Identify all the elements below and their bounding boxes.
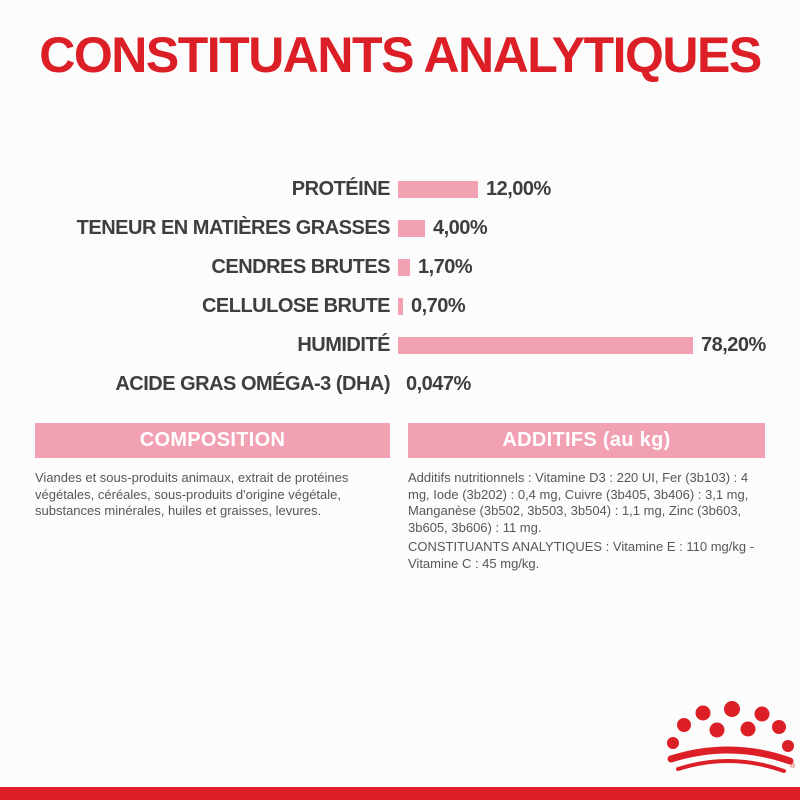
chart-row-label: TENEUR EN MATIÈRES GRASSES	[76, 217, 390, 239]
additifs-section	[408, 423, 765, 572]
chart-row-matieres-grasses	[0, 209, 800, 248]
composition-body	[35, 470, 390, 520]
page-title: CONSTITUANTS ANALYTIQUES	[39, 27, 761, 83]
analytical-constituents-bar-chart	[0, 170, 800, 404]
chart-bar-cell	[398, 178, 551, 201]
additifs-header: ADDITIFS (au kg)	[408, 423, 765, 458]
trademark-symbol: ®	[790, 763, 796, 770]
bar-cellulose-brute	[398, 298, 403, 315]
bar-proteine	[398, 181, 478, 198]
composition-text: Viandes et sous-produits animaux, extrait de protéines végétales, céréales, sous-produits d'origine végétale, substances minérales, huiles et graisses, levures.	[35, 470, 349, 518]
chart-row-omega3-dha	[0, 365, 800, 404]
chart-row-value: 0,047%	[406, 373, 471, 395]
crown-dots	[667, 701, 794, 752]
chart-row-value: 4,00%	[433, 217, 488, 239]
bar-matieres-grasses	[398, 220, 425, 237]
chart-row-label: PROTÉINE	[291, 178, 390, 200]
chart-bar-cell	[398, 334, 766, 357]
chart-row-label: ACIDE GRAS OMÉGA-3 (DHA)	[115, 373, 390, 395]
additifs-body	[408, 470, 765, 572]
additifs-nutritionnels-text: Additifs nutritionnels : Vitamine D3 : 220 UI, Fer (3b103) : 4 mg, Iode (3b202) : 0,4 mg, Cuivre (3b405, 3b406) : 3,1 mg, Manganèse (3b502, 3b503, 3b504) : 1,1 mg, Zinc (3b603, 3b605, 3b606) : 11 mg.	[408, 470, 749, 535]
chart-row-label: CELLULOSE BRUTE	[201, 295, 390, 317]
chart-row-value: 0,70%	[411, 295, 466, 317]
chart-row-cendres-brutes	[0, 248, 800, 287]
chart-row-value: 12,00%	[486, 178, 551, 200]
chart-bar-cell	[398, 295, 465, 318]
chart-row-proteine	[0, 170, 800, 209]
composition-header: COMPOSITION	[35, 423, 390, 458]
bottom-red-bar	[0, 787, 800, 800]
chart-bar-cell	[398, 256, 472, 279]
chart-row-cellulose-brute	[0, 287, 800, 326]
additifs-constituants-text: CONSTITUANTS ANALYTIQUES : Vitamine E : 110 mg/kg - Vitamine C : 45 mg/kg.	[408, 539, 755, 571]
bar-humidite	[398, 337, 693, 354]
chart-row-humidite	[0, 326, 800, 365]
royal-canin-crown-logo	[666, 696, 796, 778]
chart-row-value: 1,70%	[418, 256, 473, 278]
composition-section	[35, 423, 390, 572]
info-sections	[35, 423, 765, 572]
crown-arcs	[671, 750, 790, 771]
bar-cendres-brutes	[398, 259, 410, 276]
chart-bar-cell	[398, 217, 487, 240]
chart-bar-cell	[398, 373, 471, 396]
chart-row-value: 78,20%	[701, 334, 766, 356]
chart-row-label: CENDRES BRUTES	[211, 256, 390, 278]
chart-row-label: HUMIDITÉ	[297, 334, 390, 356]
